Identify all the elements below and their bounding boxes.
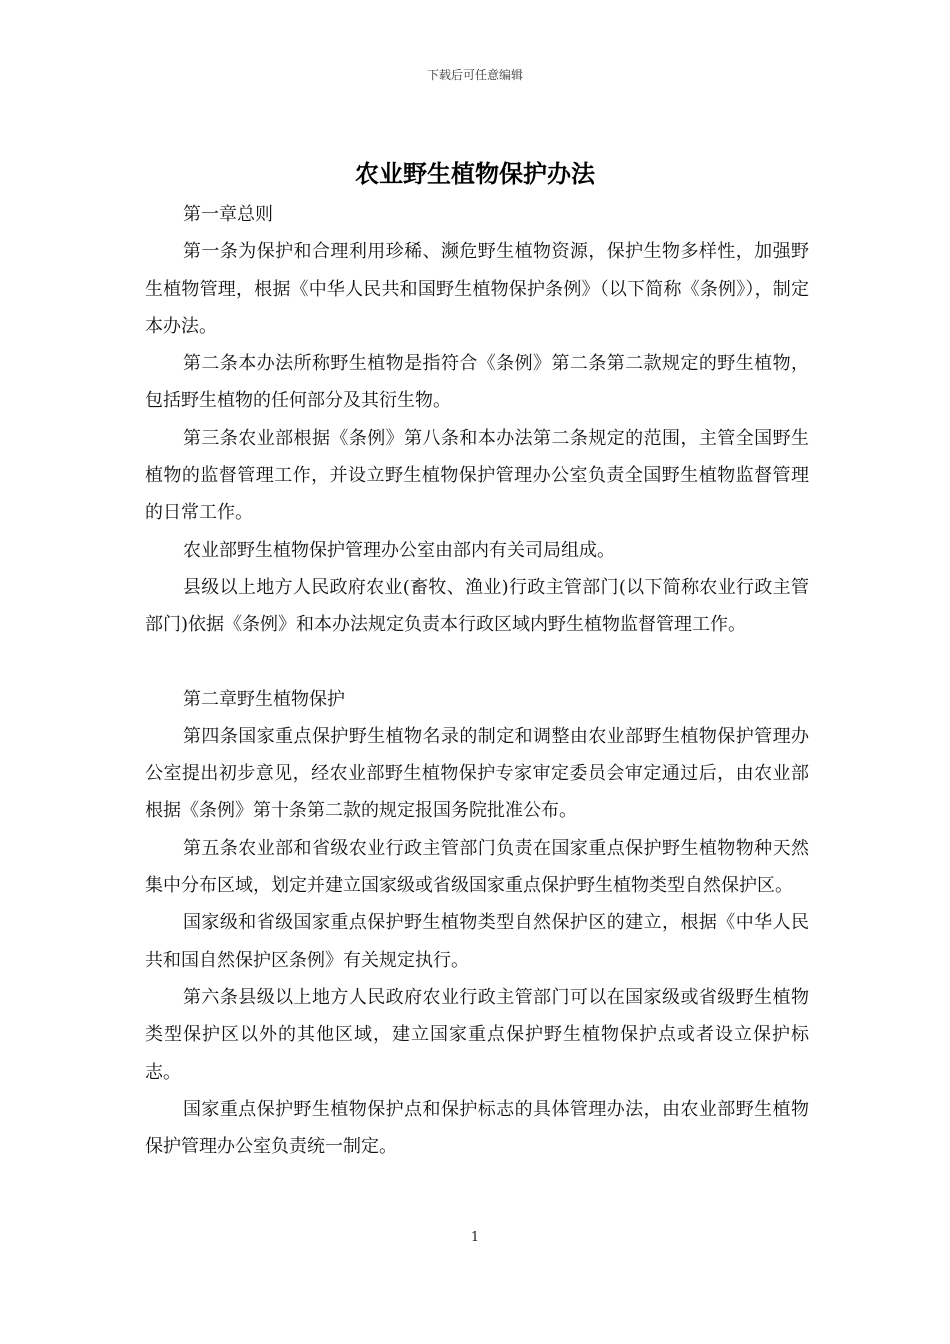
paragraph: 县级以上地方人民政府农业(畜牧、渔业)行政主管部门(以下简称农业行政主管部门)依据《条例》和本办法规定负责本行政区域内野生植物监督管理工作。	[145, 576, 809, 636]
chapter-heading: 第一章总则	[183, 204, 273, 225]
paragraph: 国家重点保护野生植物保护点和保护标志的具体管理办法，由农业部野生植物保护管理办公室负责统一制定。	[145, 1098, 809, 1158]
header-note: 下载后可任意编辑	[426, 68, 523, 82]
section-spacer	[145, 644, 809, 681]
document-body	[145, 196, 809, 1165]
document-title: 农业野生植物保护办法	[355, 159, 595, 188]
paragraph: 国家级和省级国家重点保护野生植物类型自然保护区的建立，根据《中华人民共和国自然保护区条例》有关规定执行。	[145, 912, 809, 971]
paragraph: 第五条农业部和省级农业行政主管部门负责在国家重点保护野生植物物种天然集中分布区域，划定并建立国家级或省级国家重点保护野生植物类型自然保护区。	[145, 837, 809, 897]
paragraph: 第二条本办法所称野生植物是指符合《条例》第二条第二款规定的野生植物，包括野生植物的任何部分及其衍生物。	[145, 353, 809, 412]
paragraph: 第六条县级以上地方人民政府农业行政主管部门可以在国家级或省级野生植物类型保护区以外的其他区域，建立国家重点保护野生植物保护点或者设立保护标志。	[145, 986, 809, 1083]
paragraph: 第四条国家重点保护野生植物名录的制定和调整由农业部野生植物保护管理办公室提出初步意见，经农业部野生植物保护专家审定委员会审定通过后，由农业部根据《条例》第十条第二款的规定报国务院批准公布。	[145, 725, 809, 822]
chapter-heading: 第二章野生植物保护	[183, 688, 345, 710]
paragraph: 第三条农业部根据《条例》第八条和本办法第二条规定的范围，主管全国野生植物的监督管理工作，并设立野生植物保护管理办公室负责全国野生植物监督管理的日常工作。	[145, 427, 809, 524]
paragraph: 第一条为保护和合理利用珍稀、濒危野生植物资源，保护生物多样性，加强野生植物管理，根据《中华人民共和国野生植物保护条例》（以下简称《条例》），制定本办法。	[145, 241, 809, 337]
page-number: 1	[470, 1230, 480, 1245]
paragraph: 农业部野生植物保护管理办公室由部内有关司局组成。	[183, 539, 615, 561]
